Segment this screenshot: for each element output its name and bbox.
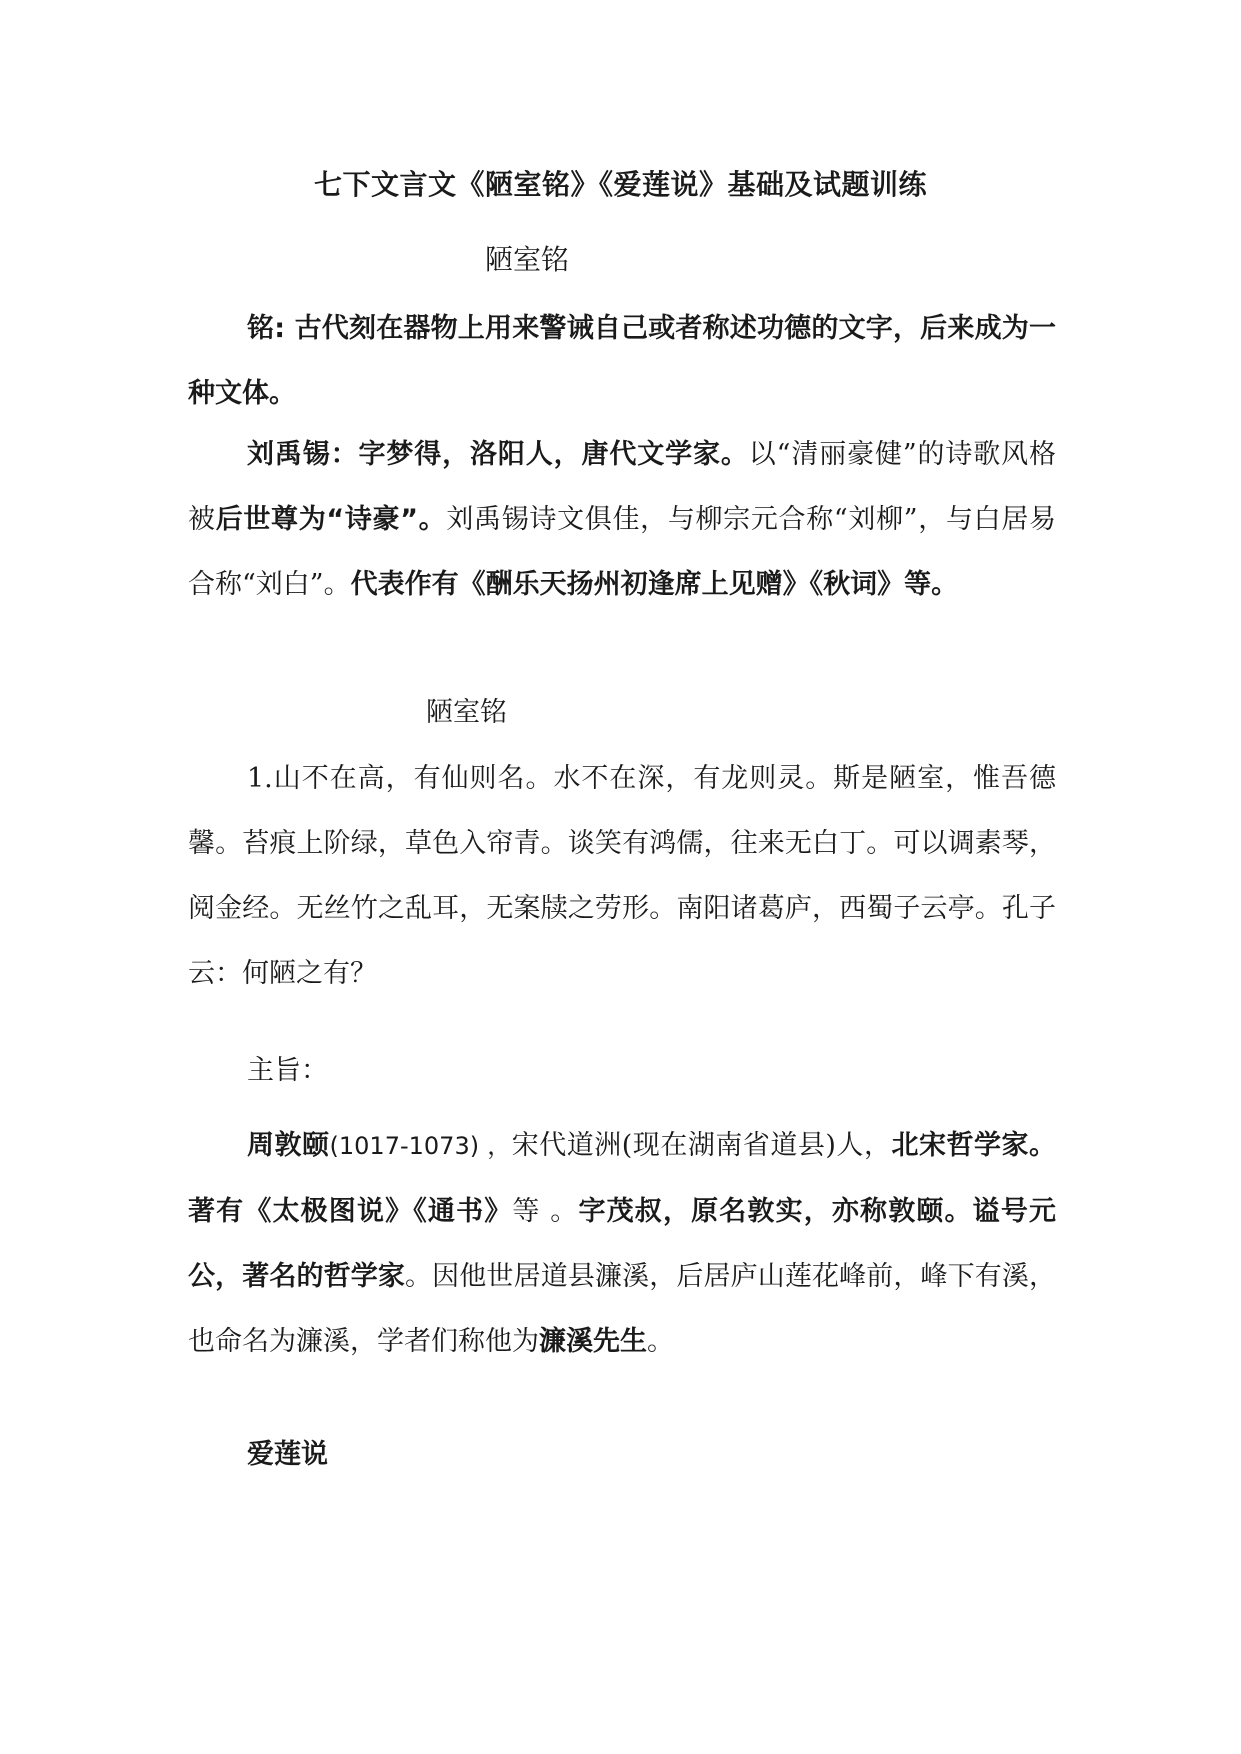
ming-definition-text: 古代刻在器物上用来警诫自己或者称述功德的文字，后来成为一种文体。 — [188, 313, 1056, 409]
section-heading-loushiming: 陋室铭 — [485, 243, 570, 276]
liu-bio-title: 后世尊为“诗豪”。 — [215, 504, 447, 535]
liu-yuxi-bio-paragraph — [188, 422, 1056, 617]
zhou-years: (1017-1073) ， — [329, 1132, 512, 1160]
zhou-names: 字茂叔，原名敦实，亦称敦颐。谥号元公，著名的哲学家 — [188, 1196, 1057, 1292]
zhou-end: 。 — [647, 1326, 674, 1357]
liu-bio-peers: 刘禹锡诗文俱佳，与柳宗元合称“刘柳”，与白居易合称“刘白”。 — [188, 504, 1056, 600]
ming-definition-paragraph — [188, 296, 1056, 426]
section-heading-ailianshuo: 爱莲说 — [247, 1439, 328, 1470]
liu-bio-works: 代表作有《酬乐天扬州初逢席上见赠》《秋词》等。 — [350, 569, 959, 600]
zhou-works: 北宋哲学家。著有《太极图说》《通书》 — [188, 1130, 1057, 1227]
theme-label: 主旨： — [247, 1055, 328, 1086]
zhou-residence: 。因他世居道县濂溪，后居庐山莲花峰前，峰下有溪，也命名为濂溪，学者们称他为 — [188, 1261, 1057, 1357]
liu-bio-style: 以“清丽豪健”的诗歌风格被 — [188, 439, 1057, 535]
zhou-etc: 等 。 — [512, 1196, 579, 1227]
zhou-dunyi-bio-paragraph — [188, 1113, 1056, 1374]
zhou-name: 周敦颐 — [247, 1130, 330, 1161]
text-heading-loushiming: 陋室铭 — [426, 697, 507, 728]
liu-bio-intro: 刘禹锡：字梦得，洛阳人，唐代文学家。 — [247, 439, 749, 470]
loushiming-text-paragraph: 1.山不在高，有仙则名。水不在深，有龙则灵。斯是陋室，惟吾德馨。苔痕上阶绿，草色入帘青。谈笑有鸿儒，往来无白丁。可以调素琴，阅金经。无丝竹之乱耳，无案牍之劳形。南阳诸葛庐，西蜀子云亭。孔子云：何陋之有？ — [188, 763, 1056, 989]
page-title: 七下文言文《陋室铭》《爱莲说》基础及试题训练 — [313, 168, 927, 201]
zhou-origin: 宋代道洲(现在湖南省道县)人， — [511, 1130, 892, 1161]
zhou-title: 濂溪先生 — [539, 1326, 647, 1357]
ming-term: 铭: — [247, 313, 285, 344]
